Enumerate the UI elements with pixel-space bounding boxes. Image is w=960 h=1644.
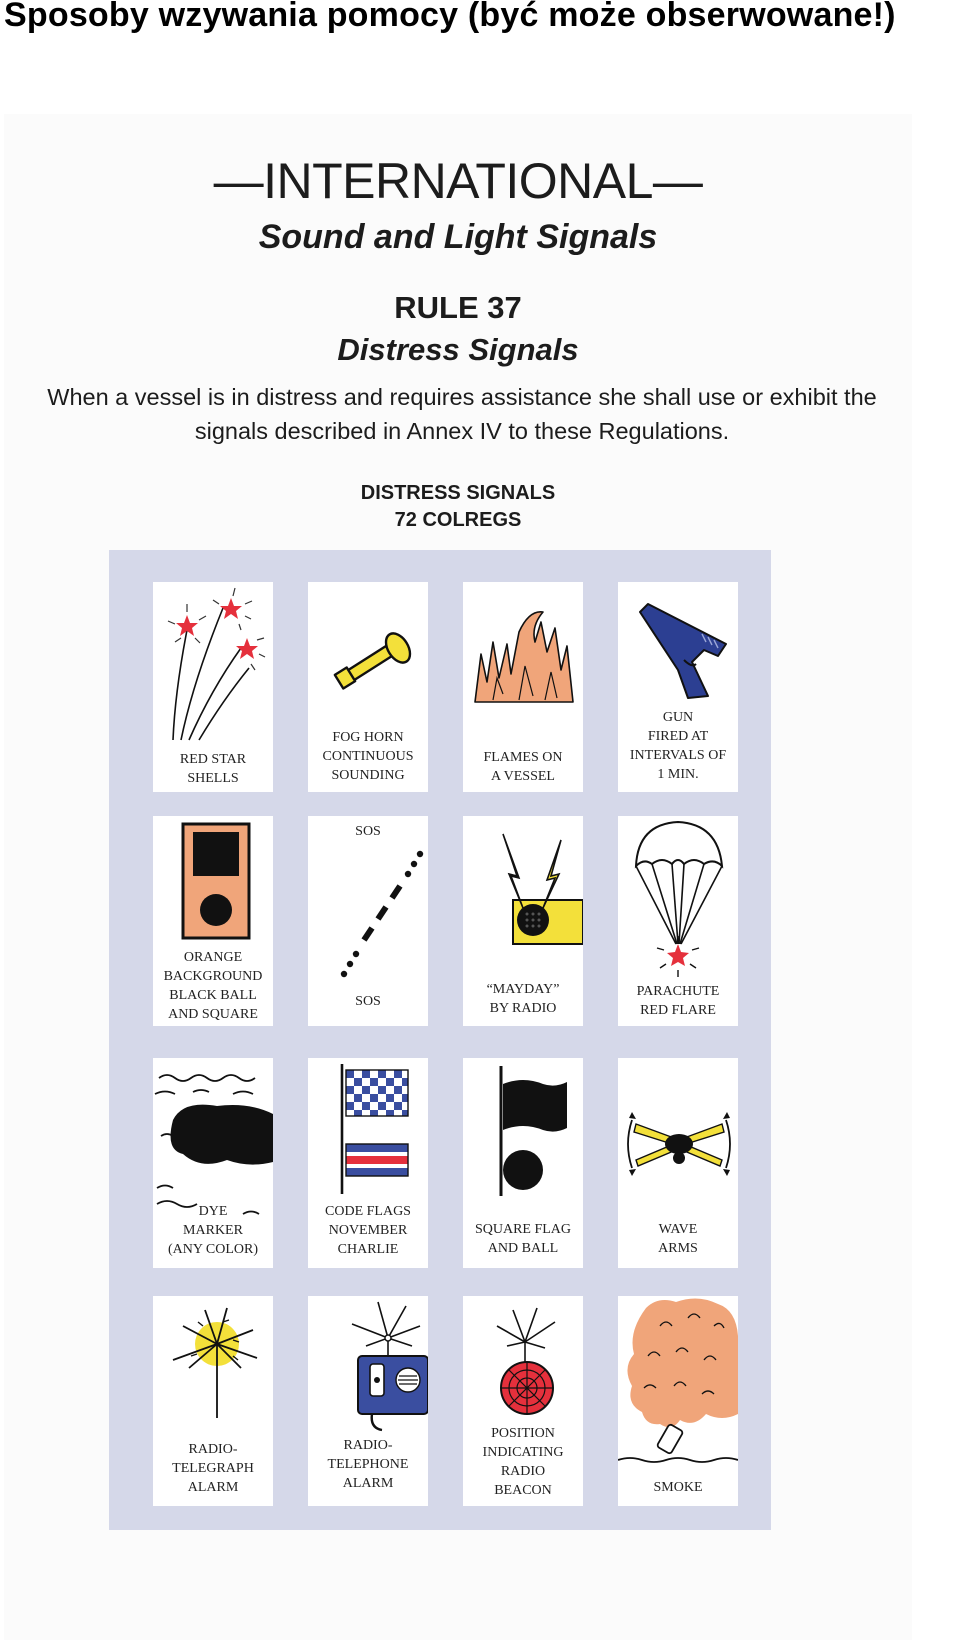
signal-label: SOS: [355, 994, 381, 1009]
signal-label: FLAMES ON A VESSEL: [483, 750, 563, 784]
page-heading: —INTERNATIONAL—: [213, 153, 703, 209]
scanned-page: [4, 114, 912, 1640]
signal-card: [618, 1296, 738, 1506]
signal-card: [463, 816, 583, 1026]
signal-label: SQUARE FLAG AND BALL: [474, 1222, 572, 1256]
smoke-icon: [618, 1296, 738, 1506]
signal-card: [153, 582, 273, 792]
signal-card: [618, 816, 738, 1026]
signal-label: SMOKE: [653, 1480, 703, 1495]
signal-label: GUN FIRED AT INTERVALS OF 1 MIN.: [629, 710, 727, 782]
chart-heading: DISTRESS SIGNALS: [360, 482, 556, 504]
rule-number: RULE 37: [394, 290, 522, 325]
page-subheading: Sound and Light Signals: [258, 218, 658, 256]
chart-subheading: 72 COLREGS: [394, 509, 522, 531]
signal-label: RADIO- TELEPHONE ALARM: [327, 1438, 409, 1491]
signal-card: [308, 816, 428, 1026]
signal-card: [463, 1058, 583, 1268]
rule-text: When a vessel is in distress and requires assistance she shall use or exhibit the signals described in Annex IV to these Regulations.: [47, 384, 877, 444]
signal-label: RED STAR SHELLS: [179, 752, 247, 786]
signal-label: RADIO- TELEGRAPH ALARM: [172, 1442, 254, 1495]
signals-panel: [109, 550, 771, 1530]
signal-label: DYE MARKER (ANY COLOR): [167, 1204, 259, 1257]
signal-card: [153, 1058, 273, 1268]
slide-title: Sposoby wzywania pomocy (być może obserwowane!): [4, 0, 896, 34]
signal-card: [153, 816, 273, 1026]
signal-card: [308, 1058, 428, 1268]
signal-card: [153, 1296, 273, 1506]
signal-label: ORANGE BACKGROUND BLACK BALL AND SQUARE: [163, 950, 263, 1022]
signal-label: “MAYDAY” BY RADIO: [486, 982, 560, 1016]
signal-label: CODE FLAGS NOVEMBER CHARLIE: [325, 1204, 411, 1257]
signal-card: [463, 582, 583, 792]
signal-card: [308, 582, 428, 792]
signal-label: PARACHUTE RED FLARE: [636, 984, 720, 1018]
signal-card: [308, 1296, 428, 1506]
signal-label: FOG HORN CONTINUOUS SOUNDING: [322, 730, 414, 783]
signal-card: [463, 1296, 583, 1506]
rule-title: Distress Signals: [337, 332, 579, 367]
signal-label: POSITION INDICATING RADIO BEACON: [482, 1426, 564, 1498]
signal-card: [618, 1058, 738, 1268]
signal-card: [618, 582, 738, 792]
signal-label: WAVE ARMS: [658, 1222, 698, 1256]
sos-top-label: SOS: [355, 824, 381, 839]
